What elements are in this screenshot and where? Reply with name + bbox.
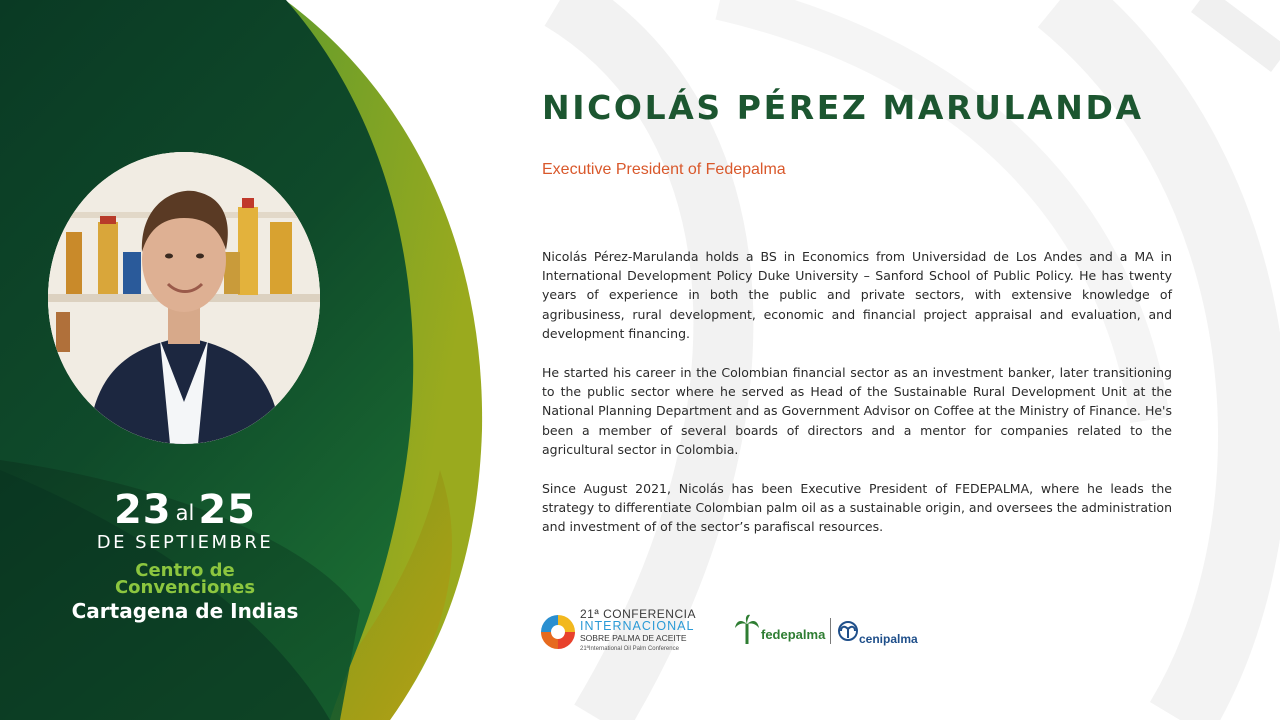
cenipalma-logo bbox=[838, 620, 918, 650]
day-connector: al bbox=[175, 501, 195, 525]
venue-line-2: Convenciones bbox=[114, 577, 256, 598]
conference-logo bbox=[540, 606, 700, 656]
day-start: 23 bbox=[113, 487, 172, 533]
conference-line-4: 21ªInternational Oil Palm Conference bbox=[580, 646, 679, 652]
logo-divider bbox=[830, 618, 831, 644]
event-dates bbox=[60, 487, 310, 533]
bio-paragraph-2: He started his career in the Colombian financial sector as an investment banker, later transitioning to the public sector where he served as Head of the Sustainable Rural Development Unit at the National Planning Department and as Government Advisor on Coffee at the Ministry of Finance. He's been a member of several boards of directors and a mentor for companies related to the agricultural sector in Colombia. bbox=[542, 365, 1172, 457]
cenipalma-wordmark: cenipalma bbox=[859, 632, 918, 646]
fedepalma-logo bbox=[734, 614, 834, 648]
day-end: 25 bbox=[198, 487, 257, 533]
cenipalma-emblem-icon bbox=[838, 621, 858, 641]
venue-line-1: Centro de bbox=[135, 560, 235, 581]
conference-line-3: SOBRE PALMA DE ACEITE bbox=[580, 633, 687, 643]
speaker-role: Executive President of Fedepalma bbox=[542, 161, 786, 178]
speaker-portrait-photo bbox=[48, 152, 320, 444]
speaker-name: NICOLÁS PÉREZ MARULANDA bbox=[542, 88, 1144, 127]
bio-paragraph-3: Since August 2021, Nicolás has been Executive President of FEDEPALMA, where he leads the strategy to differentiate Colombian palm oil as a sustainable origin, and oversees the administration and investment of of the sector’s parafiscal resources. bbox=[542, 481, 1172, 535]
speaker-photo bbox=[48, 152, 320, 444]
event-month: DE SEPTIEMBRE bbox=[96, 532, 274, 553]
conference-line-2: INTERNACIONAL bbox=[580, 619, 695, 633]
fedepalma-wordmark: fedepalma bbox=[761, 627, 826, 642]
palm-tree-icon bbox=[734, 614, 760, 646]
event-city: Cartagena de Indias bbox=[71, 599, 299, 623]
bio-paragraph-1: Nicolás Pérez-Marulanda holds a BS in Economics from Universidad de Los Andes and a MA in International Development Policy Duke University – Sanford School of Public Policy. He has twenty years of experience in both the public and private sectors, with extensive knowledge of agribusiness, rural development, economic and financial project appraisal and evaluation, and development financing. bbox=[542, 249, 1172, 341]
conference-emblem-icon bbox=[540, 614, 576, 650]
conference-line-1: 21ª CONFERENCIA bbox=[580, 607, 696, 621]
